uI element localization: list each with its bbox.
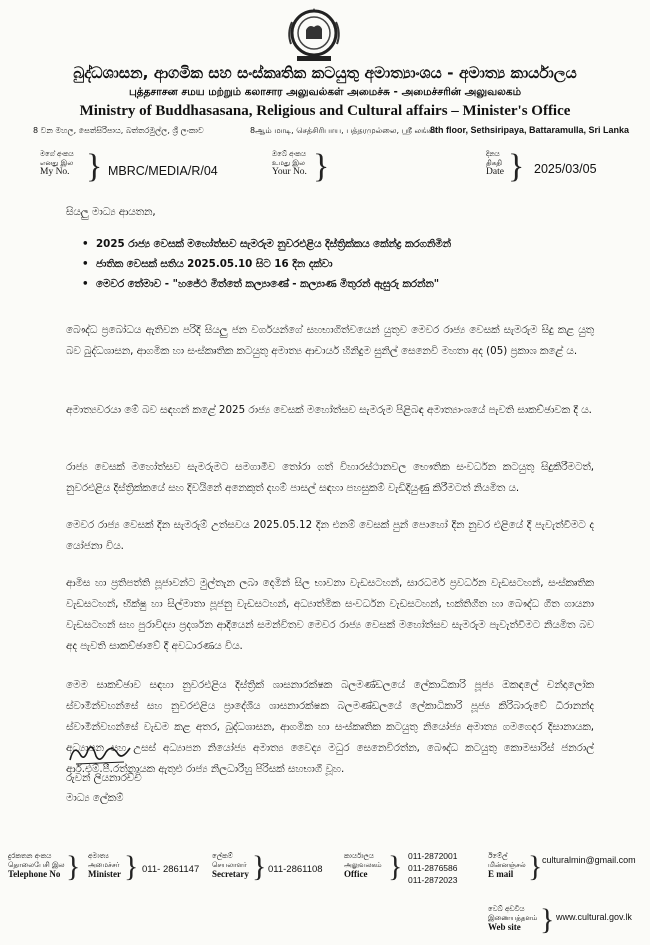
paragraph: මෙම සාකච්ඡාව සඳහා නුවරඑළිය දිස්ත්‍රික් ශාසනාරක්ෂක බලමණ්ඩලයේ ලේකාධිකාරි පූජ්‍ය ඔකඳලේ චන්දාලෝක ස්වාමීන්වහන්සේ සහ නුවරඑළිය ප්‍රාදේශීය ශාසනාරක්ෂක බලමණ්ඩලයේ ලේකාධිකාරි පූජ්‍ය කිරිබාරුවේ ධීරානන්ද ස්වාමීන්වහන්සේ වැඩම කළ අතර, බුද්ධශාසන, ආගමික හා සංස්කෘතික කටයුතු නියෝජ්‍ය අමාත්‍ය ගමගෙදර දිසානායක, අධ්‍යාපන සහ උසස් අධ්‍යාපන නියෝජ්‍ය අමාත්‍ය වෛද්‍ය මධුර සෙනෙවිරත්න, බෞද්ධ කටයුතු කොමසාරිස් ජනරාල් ආර්.එම්.පී.රත්නායක ඇතුළු රාජ්‍ය නිලධාරීහු පිරිසක් සහභාගී වූහ. xyxy=(66,679,594,775)
footer-brace: } xyxy=(66,850,81,883)
footer-brace: } xyxy=(528,850,543,883)
footer-brace: } xyxy=(124,850,139,883)
salutation: සියලු මාධ්‍ය ආයතන, xyxy=(66,206,156,218)
your-number-brace: } xyxy=(313,148,330,185)
paragraph: බෞද්ධ ප්‍රබෝධය ඇතිවන පරිදි සියලු ජන වර්ගයන්ගේ සහභාගිත්වයෙන් යුතුව මෙවර රාජ්‍ය වෙසක් සැමරුම සිදු කළ යුතු බව බුද්ධශාසන, ආගමික හා සංස්කෘතික කටයුතු අමාත්‍ය ආචාර්ය හිනිදුම සුනිල් සෙනෙවි මහතා අද (05) ප්‍රකාශ කළේ ය. xyxy=(66,324,594,357)
signer-title: මාධ්‍ය ලේකම් xyxy=(66,792,124,804)
footer-minister-label: අමාත්‍ය அமைச்சர் Minister xyxy=(88,852,121,879)
address-tamil: 8ஆம் மாடி, செத்சிரிபாய, பத்தரமுல்லை, ஸ்ரீ லங்கா xyxy=(250,126,438,135)
paragraph: ආමිස හා ප්‍රතිපත්ති පූජාවන්ට මුල්තැන ලබා දෙමින් සිල භාවනා වැඩසටහන්, සාරධර්ම ප්‍රවර්ධන වැඩසටහන්, සංස්කෘතික වැඩසටහන්, භික්ෂු හා සිල්මාතා පූජනු වැඩසටහන්, අධ්‍යාත්මික සංවර්ධන වැඩසටහන්, භක්තිගීත හා බෞද්ධ ගීත ගායනා වැඩසටහන් සහ පුරාවිද්‍යා ප්‍රදර්ශන ආදියෙන් සමන්විතව මෙවර රාජ්‍ය වෙසක් මහෝත්සව සැමරුම පැවැත්වීමට නියමිත බව අද පැවති සාකච්ඡාවේ දී අවධාරණය විය. xyxy=(66,577,595,652)
bullet-item: • 2025 රාජ්‍ය වෙසක් මහෝත්සව සැමරුම නුවරඑළිය දිස්ත්‍රික්කය කේන්ද්‍ර කරගනිමින් xyxy=(82,238,452,250)
date-label: දිනය திகதி Date xyxy=(486,150,504,177)
address-english: 8th floor, Sethsiripaya, Battaramulla, Sri Lanka xyxy=(430,125,630,135)
footer-telephone-label: දුරකතන අංකය தொலைபேசி இல Telephone No xyxy=(8,852,65,879)
paragraph: රාජ්‍ය වෙසක් මහෝත්සව සැමරුමට සමගාමීව තෝරා ගත් විහාරස්ථානවල භෞතික සංවර්ධන කටයුතු සිදුකිරීමටත්, නුවරඑළිය දිස්ත්‍රික්කයේ සහ දිවයිනේ අනෙකුත් දහම් පාසල් සඳහා පහසුකම් වැඩිදියුණු කිරීමටත් නියමිත ය. xyxy=(66,461,594,494)
footer-secretary-label: ලේකම් செயலாளர் Secretary xyxy=(212,852,249,879)
footer-website-label: වෙබ් අඩවිය இணையத்தளம் Web site xyxy=(488,905,538,932)
ministry-title-tamil: புத்தசாசன சமய மற்றும் கலாசார அலுவல்கள் அமைச்சு - அமைச்சரின் அலுவலகம் xyxy=(128,86,522,98)
my-number-value: MBRC/MEDIA/R/04 xyxy=(108,164,218,178)
footer-brace: } xyxy=(388,850,403,883)
signer-name: රුවන් ලියනාරච්චි xyxy=(66,772,142,784)
email-address[interactable]: culturalmin@gmail.com xyxy=(542,855,636,865)
footer-brace: } xyxy=(540,903,555,936)
footer-brace: } xyxy=(252,850,267,883)
footer-office-label: කාර්යාලය அலுவலகம் Office xyxy=(344,852,382,879)
paragraph: අමාත්‍යවරයා මේ බව සඳහන් කළේ 2025 රාජ්‍ය වෙසක් මහෝත්සව සැමරුම පිළිබඳ අමාත්‍යාංශයේ පැවති සාකච්ඡාවක දී ය. xyxy=(66,404,592,416)
ministry-title-english: Ministry of Buddhasasana, Religious and Cultural affairs – Minister's Office xyxy=(79,103,571,119)
office-phones: 011-2872001 011-2876586 011-2872023 xyxy=(408,851,458,885)
national-emblem-icon xyxy=(283,6,345,64)
handwritten-signature xyxy=(66,740,136,768)
bullet-item: • ජාතික වෙසක් සතිය 2025.05.10 සිට 16 දින දක්වා xyxy=(82,258,333,270)
my-number-brace: } xyxy=(86,148,103,185)
date-brace: } xyxy=(508,148,525,185)
footer-email-label: ඊමේල් மின்னஞ்சல் E mail xyxy=(488,852,526,879)
secretary-phone: 011-2861108 xyxy=(268,864,323,875)
minister-phone: 011- 2861147 xyxy=(142,864,200,875)
date-value: 2025/03/05 xyxy=(534,162,597,176)
your-number-label: ඔබේ අංකය உமது இல Your No. xyxy=(272,150,307,177)
website-link[interactable]: www.cultural.gov.lk xyxy=(556,912,632,922)
paragraph: මෙවර රාජ්‍ය වෙසක් දින සැමරුම් උත්සවය 2025.05.12 දින එනම් වෙසක් පුන් පොහෝ දින නුවර එළියේ දී පැවැත්වීමට ද යෝජනා විය. xyxy=(66,519,594,552)
bullet-item: • මෙවර තේමාව - "හජේථ මිත්තේ කල්‍යාණේ - කල්‍යාණ මිතුරන් ඇසුරු කරන්න" xyxy=(82,278,440,290)
ministry-title-sinhala: බුද්ධශාසන, ආගමික සහ සංස්කෘතික කටයුතු අමාත්‍යාංශය - අමාත්‍ය කාර්යාලය xyxy=(73,64,577,82)
my-number-label: මගේ අංකය எனது இல My No. xyxy=(40,150,74,177)
address-sinhala: 8 වන මහල, සෙත්සිරිපාය, බත්තරමුල්ල, ශ්‍රී ලංකාව xyxy=(33,126,204,135)
